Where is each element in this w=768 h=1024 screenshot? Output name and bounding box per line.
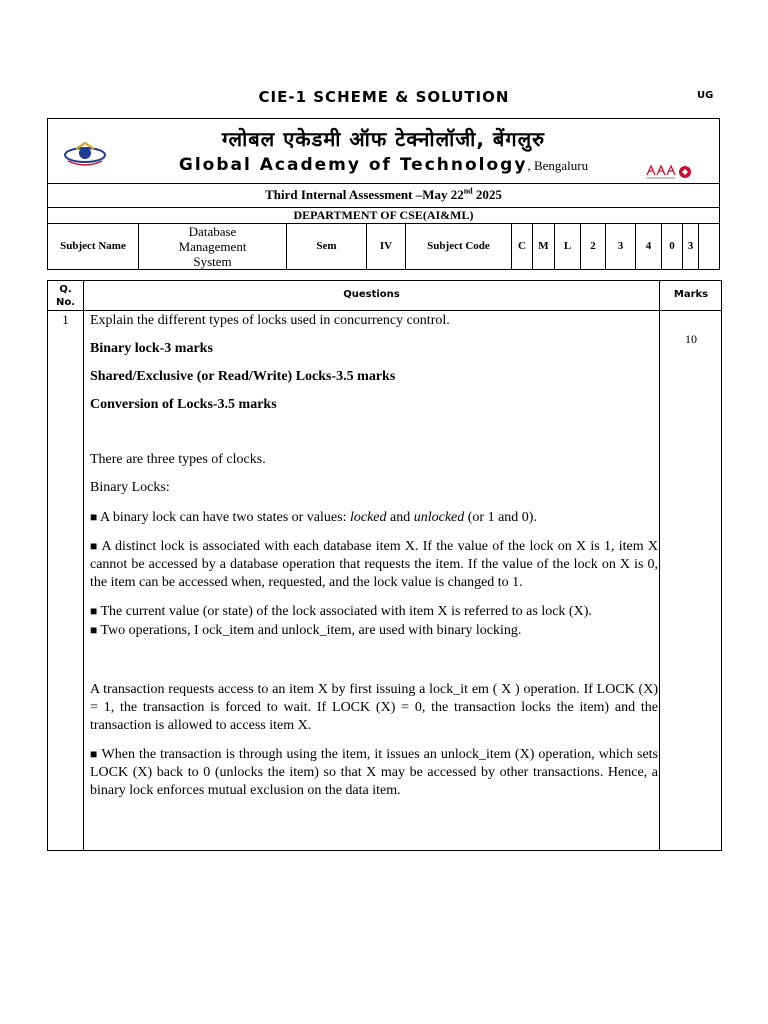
- bullet-square-icon: ■: [90, 604, 98, 618]
- subject-code-char: C: [512, 223, 533, 269]
- bullet-square-icon: ■: [90, 747, 98, 761]
- question-text: Explain the different types of locks used in concurrency control.: [90, 313, 450, 328]
- scheme-item: Conversion of Locks-3.5 marks: [90, 397, 277, 412]
- bullet-text: and: [386, 510, 414, 525]
- naac-logo-icon: [645, 163, 693, 181]
- subject-code-char: 4: [636, 223, 662, 269]
- header-box: [47, 118, 720, 270]
- college-name-text: Global Academy of Technology: [178, 155, 528, 175]
- qno-header-line: No.: [55, 297, 76, 308]
- brand-row: [48, 119, 719, 184]
- subject-code-char: M: [533, 223, 555, 269]
- hindi-college-name: ग्लोबल एकेडमी ऑफ टेक्नोलॉजी, बेंगलुरु: [221, 127, 546, 151]
- bullet-item: [90, 621, 658, 640]
- qno-header-line: Q.: [59, 284, 72, 295]
- subject-code-char: 3: [683, 223, 699, 269]
- bullet-item: [90, 508, 658, 527]
- bullet-text: (or 1 and 0).: [464, 510, 537, 525]
- college-name: [48, 155, 719, 175]
- subject-name-line: Management: [178, 238, 247, 254]
- bullet-square-icon: ■: [90, 623, 98, 637]
- paragraph: A transaction requests access to an item X by first issuing a lock_it em ( X ) operation. If LOCK (X) = 1, the transaction is forced to wait. If LOCK (X) = 0, the transaction locks the item) and the transaction is allowed to access item X.: [90, 682, 658, 733]
- bullet-text: When the transaction is through using the item, it issues an unlock_item (X) operation, which sets LOCK (X) back to 0 (unlocks the item) so that X may be accessed by other transactions. Hence, a binary lock enforces mutual exclusion on the data item.: [90, 747, 659, 798]
- scheme-item: Shared/Exclusive (or Read/Write) Locks-3.5 marks: [90, 369, 396, 384]
- sem-label: Sem: [287, 223, 367, 269]
- bullet-text: A binary lock can have two states or values:: [97, 510, 350, 525]
- bullet-text: A distinct lock is associated with each database item X. If the value of the lock on X is 1, item X cannot be accessed by a database operation that requests the item. If the value of the lock on X is 0, the item can be accessed when, requested, and the lock value is changed to 1.: [90, 539, 658, 590]
- assessment-title: [48, 183, 719, 208]
- page-title: CIE-1 SCHEME & SOLUTION: [258, 88, 510, 106]
- assessment-year: 2025: [472, 187, 502, 202]
- subject-name-value: [139, 223, 287, 269]
- subject-code-char: 2: [581, 223, 606, 269]
- sem-value: IV: [367, 223, 406, 269]
- question-table: [47, 280, 722, 851]
- bullet-item: [90, 537, 658, 592]
- subject-code-label: Subject Code: [406, 223, 512, 269]
- department-title: DEPARTMENT OF CSE(AI&ML): [48, 207, 719, 224]
- bullet-emphasis: unlocked: [413, 510, 465, 525]
- question-marks: 10: [685, 332, 697, 346]
- bullet-square-icon: ■: [90, 539, 98, 553]
- assessment-superscript: nd: [463, 186, 473, 196]
- column-divider: [659, 281, 660, 850]
- subject-code-char: L: [555, 223, 581, 269]
- column-header-qno: [48, 283, 83, 309]
- scheme-item: Binary lock-3 marks: [90, 341, 213, 356]
- bullet-text: The current value (or state) of the lock associated with item X is referred to as lock (X).: [97, 604, 592, 619]
- bullet-square-icon: ■: [90, 510, 98, 524]
- column-divider: [83, 281, 84, 850]
- subject-name-line: System: [193, 253, 232, 269]
- college-city: , Bengaluru: [527, 158, 589, 173]
- bullet-item: [90, 745, 658, 800]
- column-header-questions: Questions: [343, 289, 400, 300]
- bullet-emphasis: locked: [349, 510, 387, 525]
- column-header-marks: Marks: [673, 289, 709, 300]
- section-heading: Binary Locks:: [90, 480, 170, 495]
- question-number: 1: [62, 312, 69, 327]
- bullet-text: Two operations, I ock_item and unlock_item, are used with binary locking.: [97, 623, 522, 638]
- question-content: [90, 312, 658, 800]
- subject-code-char: 3: [606, 223, 636, 269]
- subject-name-line: Database: [188, 223, 237, 239]
- subject-code-char: 0: [662, 223, 683, 269]
- subject-name-label: Subject Name: [48, 223, 139, 269]
- intro-text: There are three types of clocks.: [90, 452, 266, 467]
- subject-row: [48, 223, 719, 269]
- bullet-item: [90, 602, 658, 621]
- table-header: [48, 281, 721, 311]
- level-badge: UG: [697, 90, 714, 101]
- assessment-text: Third Internal Assessment –May 22: [265, 187, 464, 202]
